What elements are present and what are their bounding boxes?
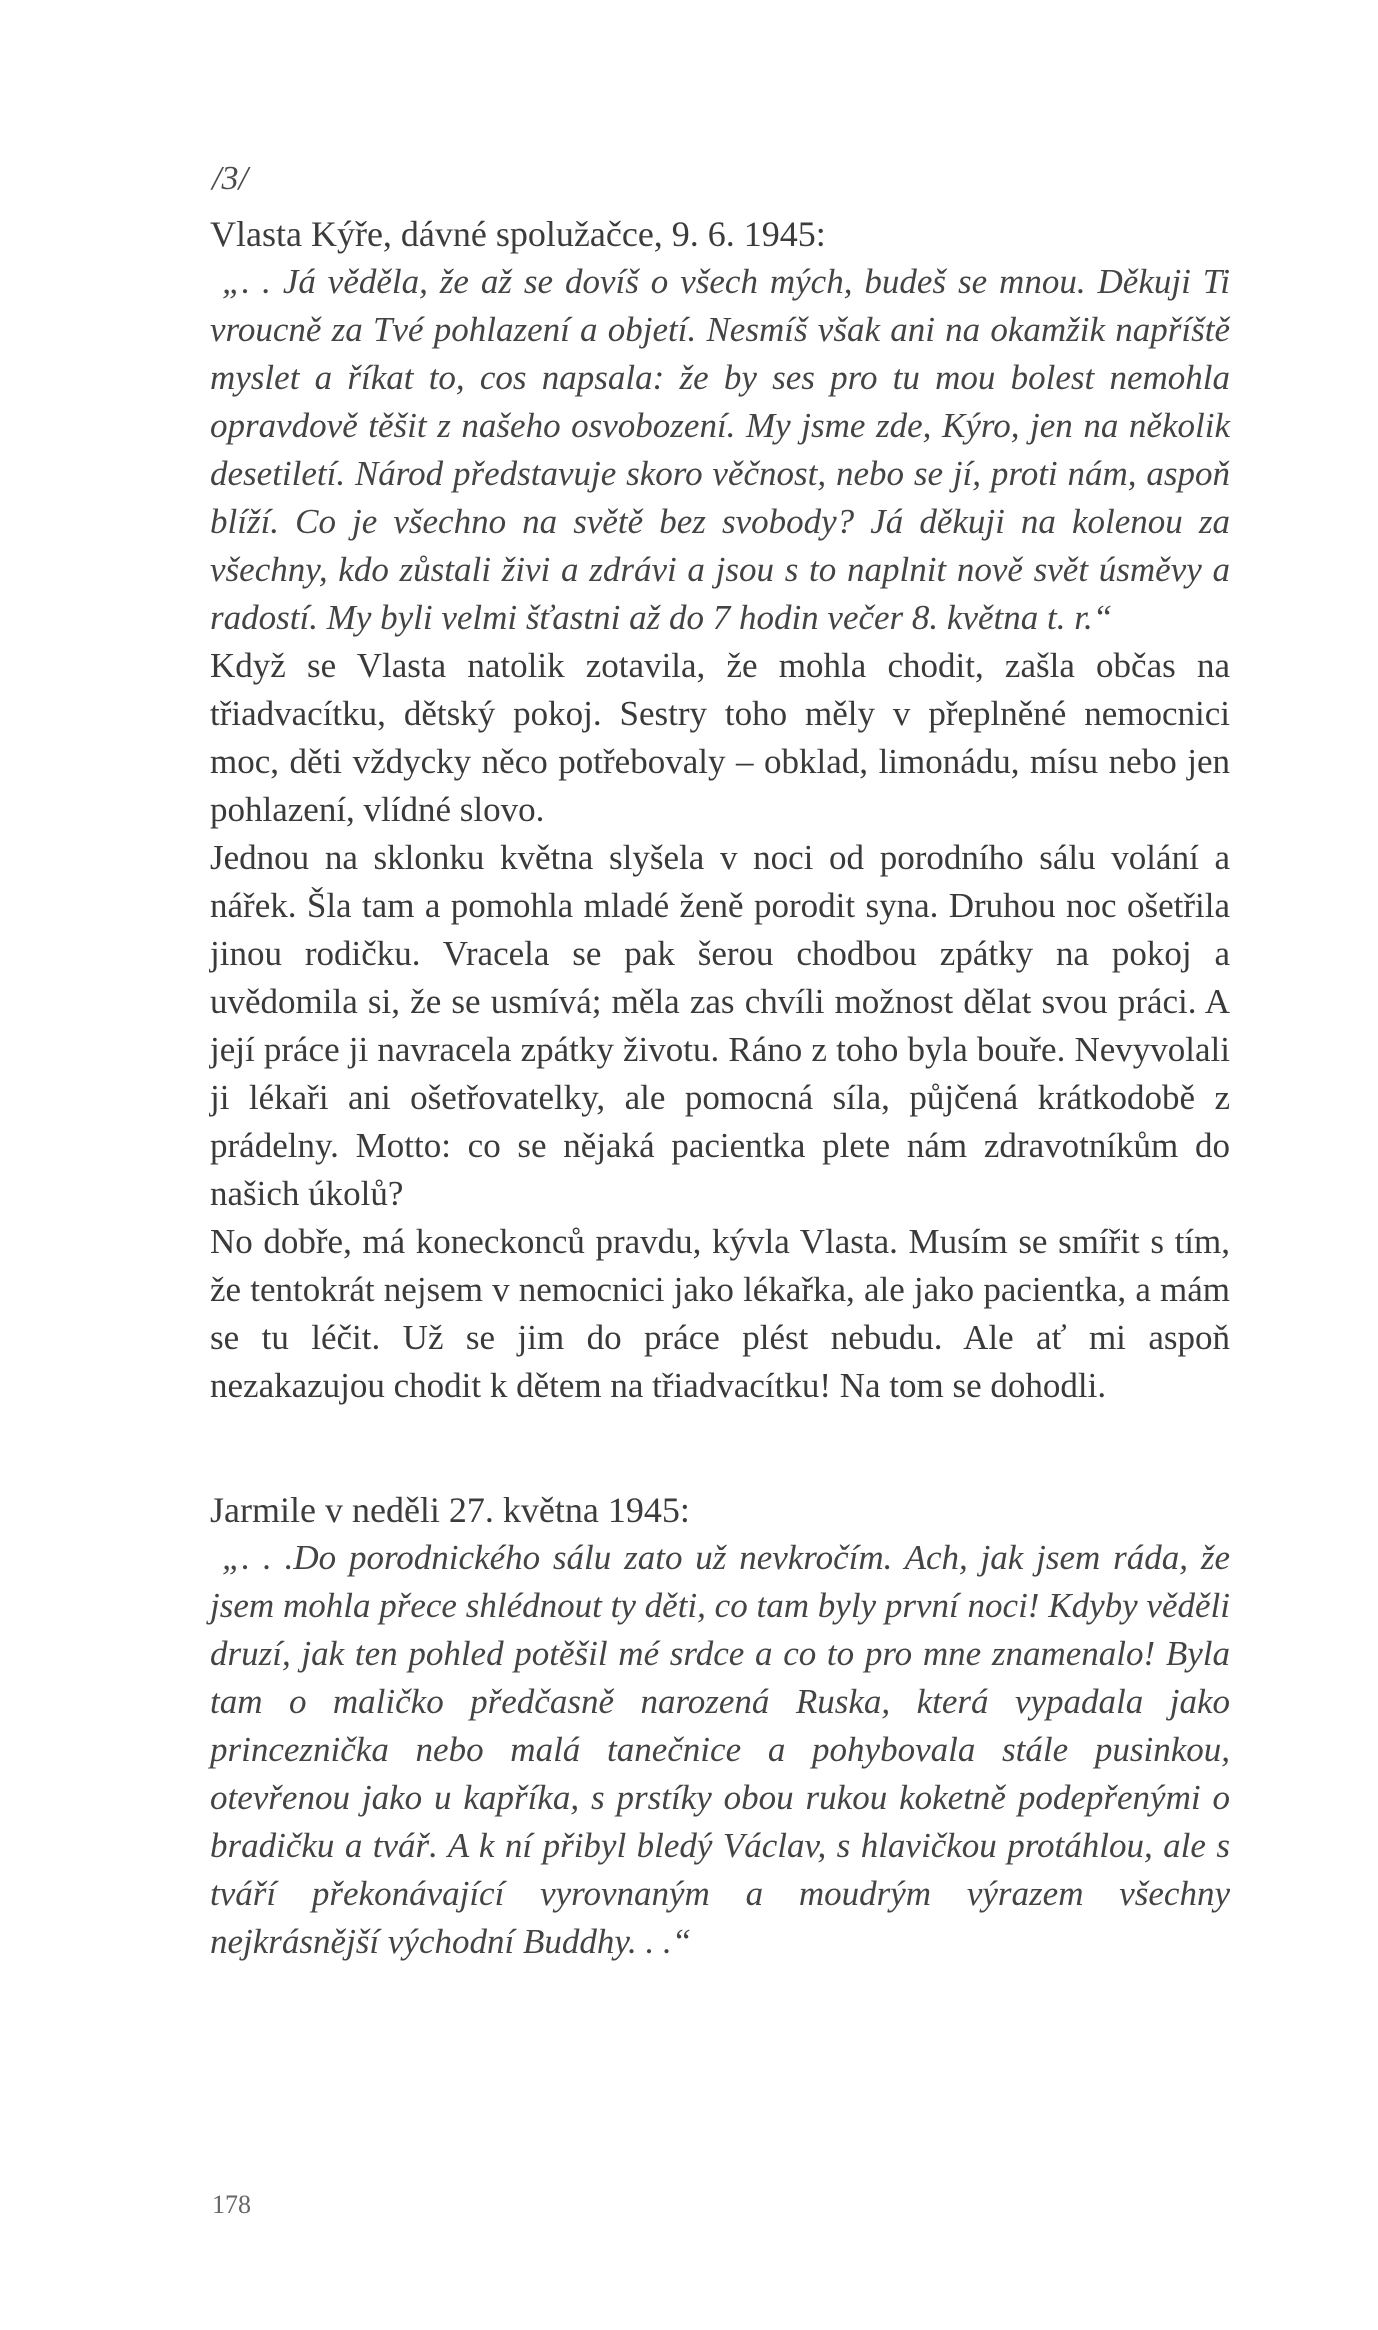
letter-quote-1: „. . Já věděla, že až se dovíš o všech mých, budeš se mnou. Děkuji Ti vroucně za Tvé pohlazení a objetí. Nesmíš však ani na okamžik napříště myslet a říkat to, cos napsala: že by ses pro tu mou bolest nemohla opravdově těšit z našeho osvobození. My jsme zde, Kýro, jen na několik desetiletí. Národ představuje skoro věčnost, nebo se jí, proti nám, aspoň blíží. Co je všechno na světě bez svobody? Já děkuji na kolenou za všechny, kdo zůstali živi a zdrávi a jsou s to naplnit nově svět úsměvy a radostí. My byli velmi šťastni až do 7 hodin večer 8. května t. r.“ (210, 262, 1230, 637)
letter-heading-1: Vlasta Kýře, dávné spolužačce, 9. 6. 1945: (210, 214, 826, 254)
letter-heading-2: Jarmile v neděli 27. května 1945: (210, 1490, 690, 1530)
section-number: /3/ (212, 160, 248, 197)
page-number: 178 (212, 2190, 251, 2219)
paragraph-2: Jednou na sklonku května slyšela v noci od porodního sálu volání a nářek. Šla tam a pomohla mladé ženě porodit syna. Druhou noc ošetřila jinou rodičku. Vracela se pak šerou chodbou zpátky na pokoj a uvědomila si, že se usmívá; měla zas chvíli možnost dělat svou práci. A její práce ji navracela zpátky životu. Ráno z toho byla bouře. Nevyvolali ji lékaři ani ošetřovatelky, ale pomocná síla, půjčená krátkodobě z prádelny. Motto: co se nějaká pacientka plete nám zdravotníkům do našich úkolů? (210, 838, 1230, 1213)
letter-quote-2: „. . .Do porodnického sálu zato už nevkročím. Ach, jak jsem ráda, že jsem mohla přece shlédnout ty děti, co tam byly první noci! Kdyby věděli druzí, jak ten pohled potěšil mé srdce a co to pro mne znamenalo! Byla tam o maličko předčasně narozená Ruska, která vypadala jako princeznička nebo malá tanečnice a pohybovala stále pusinkou, otevřenou jako u kapříka, s prstíky obou rukou koketně podepřenými o bradičku a tvář. A k ní přibyl bledý Václav, s hlavičkou protáhlou, ale s tváří překonávající vyrovnaným a moudrým výrazem všechny nejkrásnější východní Buddhy. . .“ (210, 1538, 1230, 1961)
paragraph-1: Když se Vlasta natolik zotavila, že mohla chodit, zašla občas na třiadvacítku, dětský pokoj. Sestry toho měly v přeplněné nemocnici moc, děti vždycky něco potřebovaly – obklad, limonádu, mísu nebo jen pohlazení, vlídné slovo. (210, 646, 1230, 829)
book-page (210, 160, 1230, 1966)
section-gap (210, 1410, 1230, 1486)
paragraph-3: No dobře, má koneckonců pravdu, kývla Vlasta. Musím se smířit s tím, že tentokrát nejsem v nemocnici jako lékařka, ale jako pacientka, a mám se tu léčit. Už se jim do práce plést nebudu. Ale ať mi aspoň nezakazujou chodit k dětem na třiadvacítku! Na tom se dohodli. (210, 1222, 1230, 1405)
